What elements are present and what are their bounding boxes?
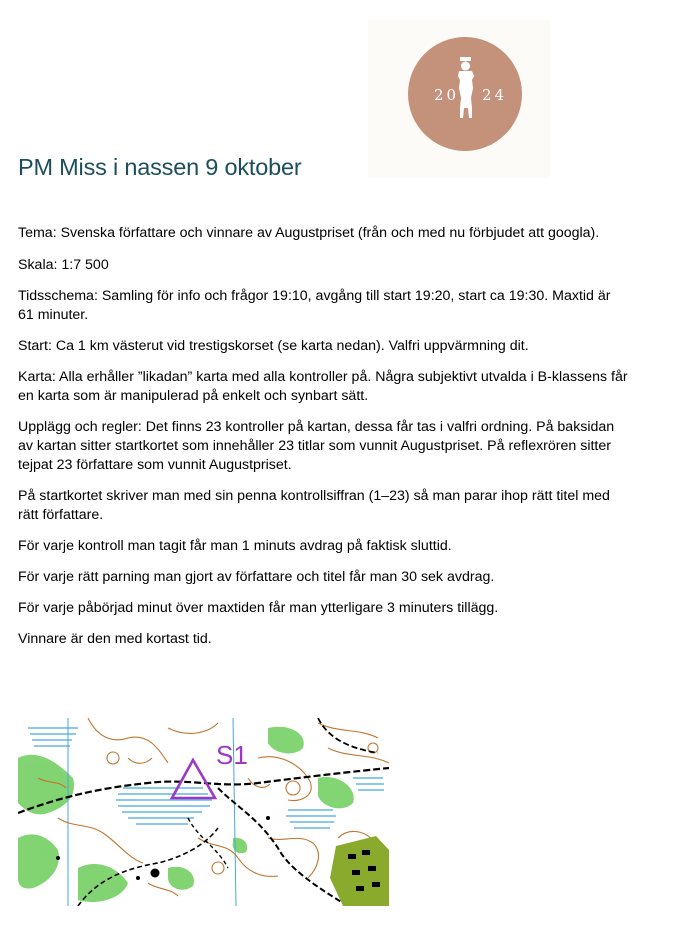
paragraph-scale: Skala: 1:7 500 <box>18 257 109 273</box>
paragraph-theme: Tema: Svenska författare och vinnare av Augustpriset (från och med nu förbjudet att googla). <box>18 225 600 241</box>
paragraph-winner: Vinnare är den med kortast tid. <box>18 631 212 647</box>
document-body <box>18 224 630 661</box>
paragraph-overtime: För varje påbörjad minut över maxtiden får man ytterligare 3 minuters tillägg. <box>18 600 499 616</box>
logo-emblem <box>368 20 550 178</box>
building-area <box>330 836 389 906</box>
map-image <box>18 718 389 906</box>
logo-year-left: 20 <box>434 86 460 104</box>
paragraph-schedule: Tidsschema: Samling för info och frågor 19:10, avgång till start 19:20, start ca 19:30. Maxtid är 61 minuter. <box>18 288 611 323</box>
orienteering-map <box>18 718 389 906</box>
paragraph-startcard: På startkortet skriver man med sin penna kontrollsiffran (1–23) så man parar ihop rätt titel med rätt författare. <box>18 488 610 523</box>
start-label: S1 <box>216 740 248 770</box>
paragraph-control-deduction: För varje kontroll man tagit får man 1 minuts avdrag på faktisk sluttid. <box>18 538 452 554</box>
logo-year-right: 24 <box>482 86 508 104</box>
paragraph-rules: Upplägg och regler: Det finns 23 kontroller på kartan, dessa får tas i valfri ordning. På baksidan av kartan sitter startkortet som innehåller 23 titlar som vunnit Augustpriset. På reflexrören sitter tejpat 23 författare som vunnit Augustpriset. <box>18 419 615 473</box>
paragraph-start: Start: Ca 1 km västerut vid trestigskorset (se karta nedan). Valfri uppvärmning dit. <box>18 338 529 354</box>
logo <box>368 20 550 178</box>
paragraph-map: Karta: Alla erhåller ”likadan” karta med alla kontroller på. Några subjektivt utvalda i B-klassens får en karta som är manipulerad på enkelt och synbart sätt. <box>18 369 628 404</box>
page-title: PM Miss i nassen 9 oktober <box>18 154 302 180</box>
paragraph-pairing-deduction: För varje rätt parning man gjort av författare och titel får man 30 sek avdrag. <box>18 569 495 585</box>
